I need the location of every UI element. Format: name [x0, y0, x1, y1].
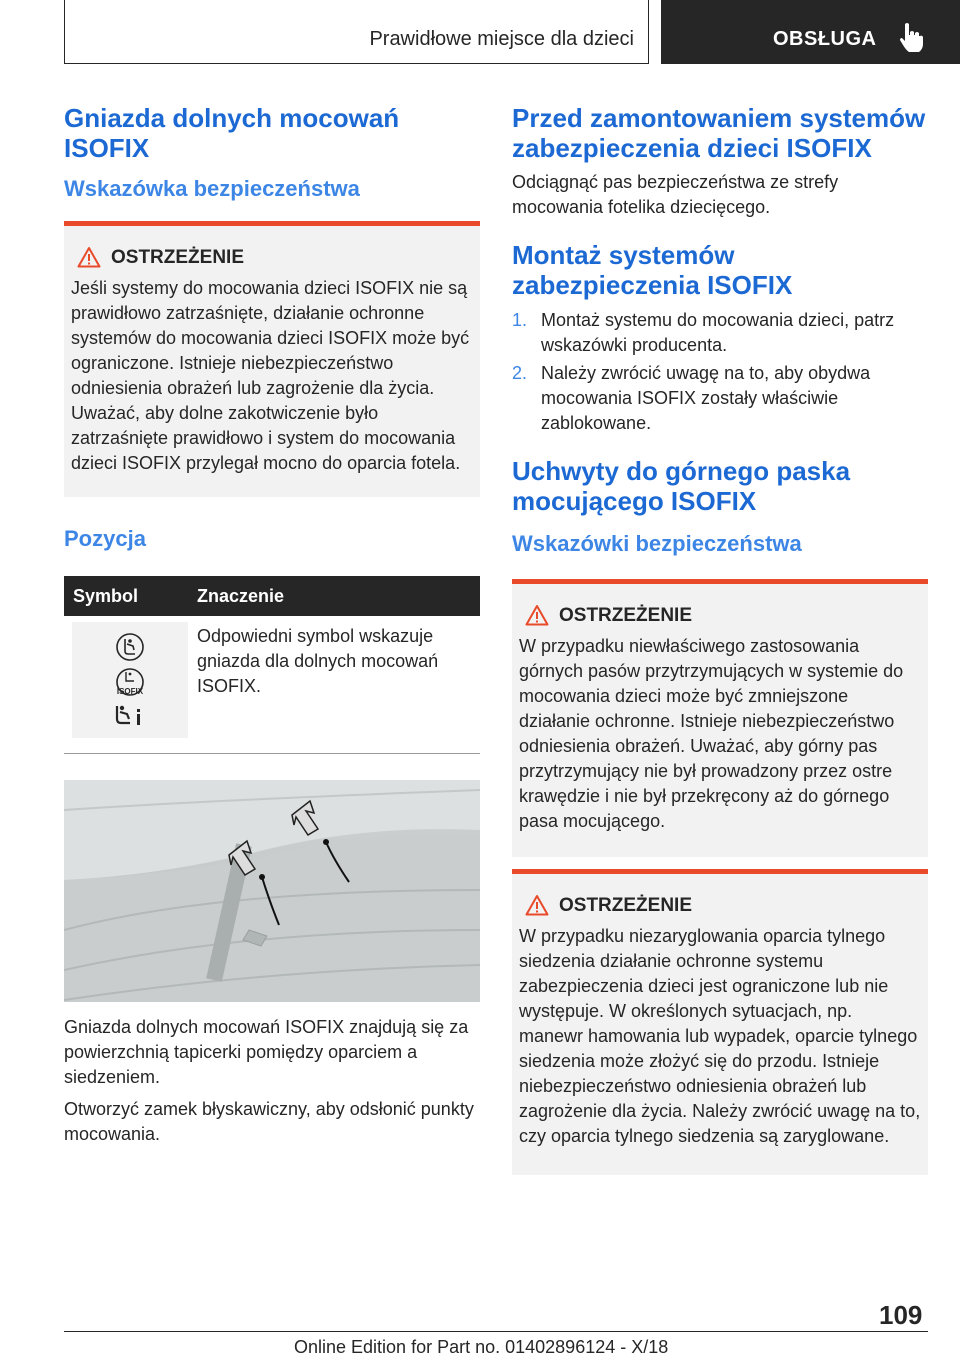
right-column — [512, 103, 928, 1175]
heading-mounting: Montaż systemów zabezpieczenia ISOFIX — [512, 240, 793, 300]
isofix-symbols — [72, 622, 188, 738]
paragraph-open-zipper: Otworzyć zamek błyskawiczny, aby odsłonić punkty mocowania. — [64, 1099, 474, 1144]
table-header-meaning: Znaczenie — [188, 576, 480, 616]
table-cell-meaning: Odpowiedni symbol wskazuje gniazda dla dolnych mocowań ISOFIX. — [197, 626, 439, 696]
warning-triangle-icon — [525, 604, 549, 626]
page-number: 109 — [879, 1300, 923, 1330]
footer-rule — [64, 1331, 928, 1332]
header-chapter-title: OBSŁUGA — [773, 28, 877, 50]
warning-title-text: OSTRZEŻENIE — [111, 247, 245, 268]
mounting-steps — [512, 308, 928, 436]
header-chapter-tab[interactable] — [661, 0, 960, 64]
warning-box-left — [64, 221, 480, 497]
paragraph-before-mounting: Odciągnąć pas bezpieczeństwa ze strefy mocowania fotelika dziecięcego. — [512, 172, 839, 217]
child-seat-icon — [115, 632, 145, 662]
child-seat-info-icon — [112, 702, 148, 730]
table-bottom-rule — [64, 753, 480, 754]
list-item: 2. Należy zwrócić uwagę na to, aby obydwa mocowania ISOFIX zostały właściwie zablokowane. — [512, 363, 871, 433]
warning-box-right-2 — [512, 869, 928, 1175]
isofix-label: ISOFIX — [116, 687, 144, 696]
warning-body: W przypadku niezaryglowania oparcia tylnego siedzenia działanie ochronne systemu zabezpieczenia dzieci jest ograniczone lub nie występuje. W określonych sytuacjach, np. manewr hamowania lub wypadek, oparcie tylnego siedzenia może złożyć się do przodu. Istnieje niebezpieczeństwo odniesienia obrażeń lub zagrożenie dla życia. Należy zwrócić uwagę na to, czy oparcia tylnego siedzenia są zaryglowane. — [519, 926, 921, 1146]
warning-triangle-icon — [525, 894, 549, 916]
table-row — [64, 616, 480, 738]
warning-triangle-icon — [77, 246, 101, 268]
warning-title — [519, 604, 921, 628]
warning-body: W przypadku niewłaściwego zastosowania górnych pasów przytrzymujących w systemie do mocowania dzieci może być zmniejszone działanie ochronne. Istnieje niebezpieczeństwo odniesienia obrażeń. Uważać, aby górny pas przytrzymujący nie był prowadzony przez ostre krawędzie i nie był przekręcony aż do górnego pasa mocującego. — [519, 636, 904, 831]
header-section-box — [64, 0, 649, 64]
heading-safety-note: Wskazówka bezpieczeństwa — [64, 176, 360, 201]
rear-seat-isofix-photo — [64, 780, 480, 1002]
warning-title-text: OSTRZEŻENIE — [559, 605, 693, 626]
heading-safety-notes: Wskazówki bezpieczeństwa — [512, 531, 802, 556]
left-bottom-text — [64, 1015, 480, 1147]
warning-title-text: OSTRZEŻENIE — [559, 895, 693, 916]
warning-box-right-1 — [512, 579, 928, 857]
heading-top-tether-anchors: Uchwyty do górnego paska mocującego ISOFIX — [512, 456, 851, 516]
heading-before-mounting: Przed zamontowaniem systemów zabezpieczenia dzieci ISOFIX — [512, 103, 926, 163]
symbol-table — [64, 576, 480, 738]
paragraph-anchor-location: Gniazda dolnych mocowań ISOFIX znajdują się za powierzchnią tapicerki pomiędzy oparciem a siedzeniem. — [64, 1017, 469, 1087]
header-section-title: Prawidłowe miejsce dla dzieci — [369, 28, 634, 50]
table-cell-symbol — [64, 616, 188, 738]
list-item: 1. Montaż systemu do mocowania dzieci, patrz wskazówki producenta. — [512, 310, 895, 355]
warning-body: Jeśli systemy do mocowania dzieci ISOFIX nie są prawidłowo zatrzaśnięte, działanie ochronne systemów do mocowania dzieci ISOFIX może być ograniczone. Istnieje niebezpieczeństwo odniesienia obrażeń lub zagrożenie dla życia. Uważać, aby dolne zakotwiczenie było zatrzaśnięte prawidłowo i system do mocowania dzieci ISOFIX przylegał mocno do oparcia fotela. — [71, 278, 470, 473]
footer-edition: Online Edition for Part no. 01402896124 - X/18 — [294, 1337, 669, 1357]
warning-title — [71, 246, 473, 270]
heading-isofix-lower-anchors: Gniazda dolnych mocowań ISOFIX — [64, 103, 400, 163]
table-header-symbol: Symbol — [64, 576, 188, 616]
heading-position: Pozycja — [64, 526, 146, 551]
left-column — [64, 103, 480, 738]
warning-title — [519, 894, 921, 918]
hand-pointer-icon — [897, 22, 923, 52]
